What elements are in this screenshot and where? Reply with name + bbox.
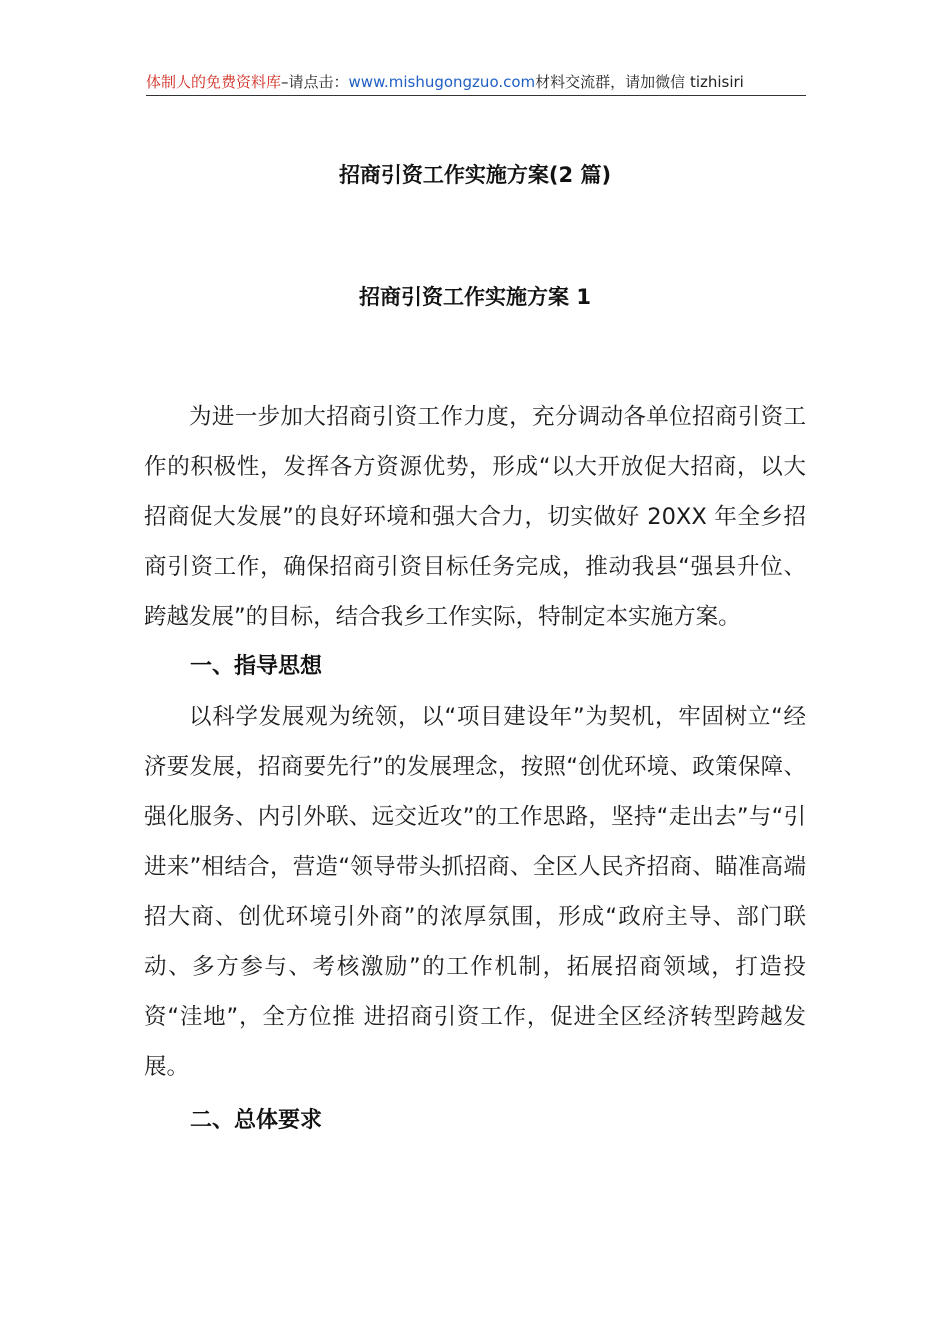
header-prompt: –请点击：	[281, 73, 349, 91]
intro-paragraph: 为进一步加大招商引资工作力度，充分调动各单位招商引资工作的积极性，发挥各方资源优势，形成“以大开放促大招商，以大招商促大发展”的良好环境和强大合力，切实做好 20XX 年全乡招商引资工作，确保招商引资目标任务完成，推动我县“强县升位、跨越发展”的目标，结合我乡工作实际，特制定本实施方案。	[144, 404, 806, 630]
page-header	[146, 70, 806, 94]
document-title: 招商引资工作实施方案(2 篇)	[338, 163, 612, 187]
header-link[interactable]: www.mishugongzuo.com	[348, 73, 536, 91]
heading-guiding-ideology: 一、指导思想	[190, 654, 323, 679]
header-divider	[146, 95, 806, 96]
guiding-paragraph: 以科学发展观为统领，以“项目建设年”为契机，牢固树立“经济要发展，招商要先行”的发展理念，按照“创优环境、政策保障、强化服务、内引外联、远交近攻”的工作思路，坚持“走出去”与“引进来”相结合，营造“领导带头抓招商、全区人民齐招商、瞄准高端招大商、创优环境引外商”的浓厚氛围，形成“政府主导、部门联动、多方参与、考核激励”的工作机制，拓展招商领域，打造投资“洼地”，全方位推 进招商引资工作，促进全区经济转型跨越发展。	[144, 704, 806, 1080]
heading-general-requirements: 二、总体要求	[190, 1108, 323, 1133]
document-body	[144, 392, 806, 1146]
header-note: 材料交流群，请加微信 tizhisiri	[535, 73, 744, 91]
header-brand: 体制人的免费资料库	[146, 73, 282, 91]
section-title: 招商引资工作实施方案 1	[359, 285, 591, 309]
